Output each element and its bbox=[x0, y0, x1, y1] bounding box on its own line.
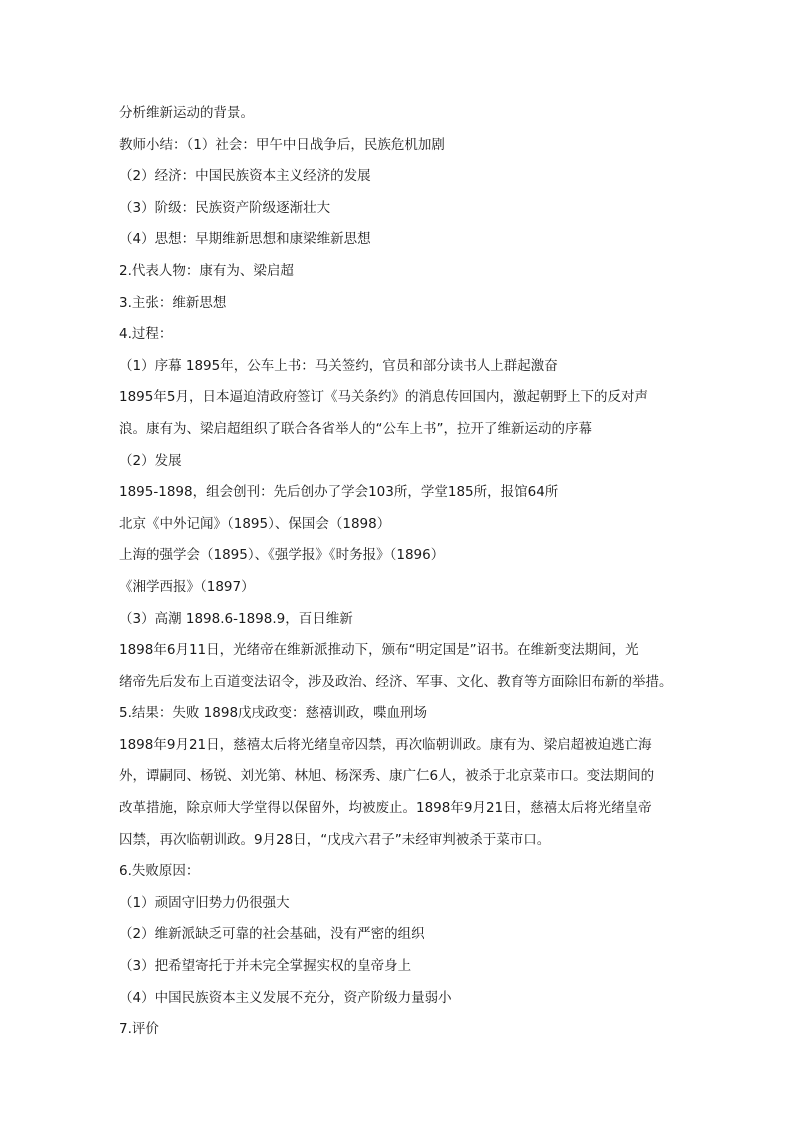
text-line: （2）经济：中国民族资本主义经济的发展 bbox=[119, 168, 371, 185]
text-line: （2）发展 bbox=[119, 452, 182, 469]
text-line: 2.代表人物：康有为、梁启超 bbox=[119, 262, 294, 279]
text-line: 《湘学西报》（1897） bbox=[119, 578, 255, 595]
text-line: 北京《中外记闻》（1895）、保国会（1898） bbox=[119, 515, 391, 532]
text-line: 3.主张：维新思想 bbox=[119, 294, 227, 311]
text-line: 1898年9月21日，慈禧太后将光绪皇帝囚禁，再次临朝训政。康有为、梁启超被迫逃亡海 bbox=[119, 736, 652, 753]
text-line: 教师小结：（1）社会：甲午中日战争后，民族危机加剧 bbox=[119, 136, 445, 153]
text-line: （3）高潮 1898.6-1898.9，百日维新 bbox=[119, 610, 353, 627]
text-line: 1898年6月11日，光绪帝在维新派推动下，颁布“明定国是”诏书。在维新变法期间，光 bbox=[119, 642, 639, 659]
text-line: （1）顽固守旧势力仍很强大 bbox=[119, 894, 290, 911]
text-line: 浪。康有为、梁启超组织了联合各省举人的“公车上书”，拉开了维新运动的序幕 bbox=[119, 420, 592, 437]
text-line: 1895年5月，日本逼迫清政府签订《马关条约》的消息传回国内，激起朝野上下的反对声 bbox=[119, 389, 648, 406]
text-line: 分析维新运动的背景。 bbox=[119, 105, 254, 121]
document-body bbox=[119, 98, 679, 1046]
text-line: 7.评价 bbox=[119, 1021, 159, 1038]
text-line: 外，谭嗣同、杨锐、刘光第、林旭、杨深秀、康广仁6人，被杀于北京菜市口。变法期间的 bbox=[119, 768, 655, 785]
text-line: （2）维新派缺乏可靠的社会基础，没有严密的组织 bbox=[119, 926, 425, 943]
text-line: 4.过程： bbox=[119, 326, 173, 343]
text-line: （4）中国民族资本主义发展不充分，资产阶级力量弱小 bbox=[119, 989, 452, 1006]
text-line: 囚禁，再次临朝训政。9月28日，“戊戌六君子”未经审判被杀于菜市口。 bbox=[119, 831, 551, 848]
text-line: 5.结果：失败 1898戊戌政变：慈禧训政，喋血刑场 bbox=[119, 705, 428, 722]
text-line: 上海的强学会（1895）、《强学报》《时务报》（1896） bbox=[119, 547, 445, 564]
text-line: 绪帝先后发布上百道变法诏令，涉及政治、经济、军事、文化、教育等方面除旧布新的举措。 bbox=[119, 673, 673, 690]
text-line: （3）把希望寄托于并未完全掌握实权的皇帝身上 bbox=[119, 958, 412, 975]
text-line: 改革措施，除京师大学堂得以保留外，均被废止。1898年9月21日，慈禧太后将光绪皇帝 bbox=[119, 800, 652, 817]
text-line: 6.失败原因： bbox=[119, 863, 200, 880]
text-line: （3）阶级：民族资产阶级逐渐壮大 bbox=[119, 199, 331, 216]
text-line: （4）思想：早期维新思想和康梁维新思想 bbox=[119, 231, 371, 248]
text-line: 1895-1898，组会创刊：先后创办了学会103所，学堂185所，报馆64所 bbox=[119, 484, 559, 501]
text-line: （1）序幕 1895年，公车上书：马关签约，官员和部分读书人上群起激奋 bbox=[119, 357, 558, 374]
